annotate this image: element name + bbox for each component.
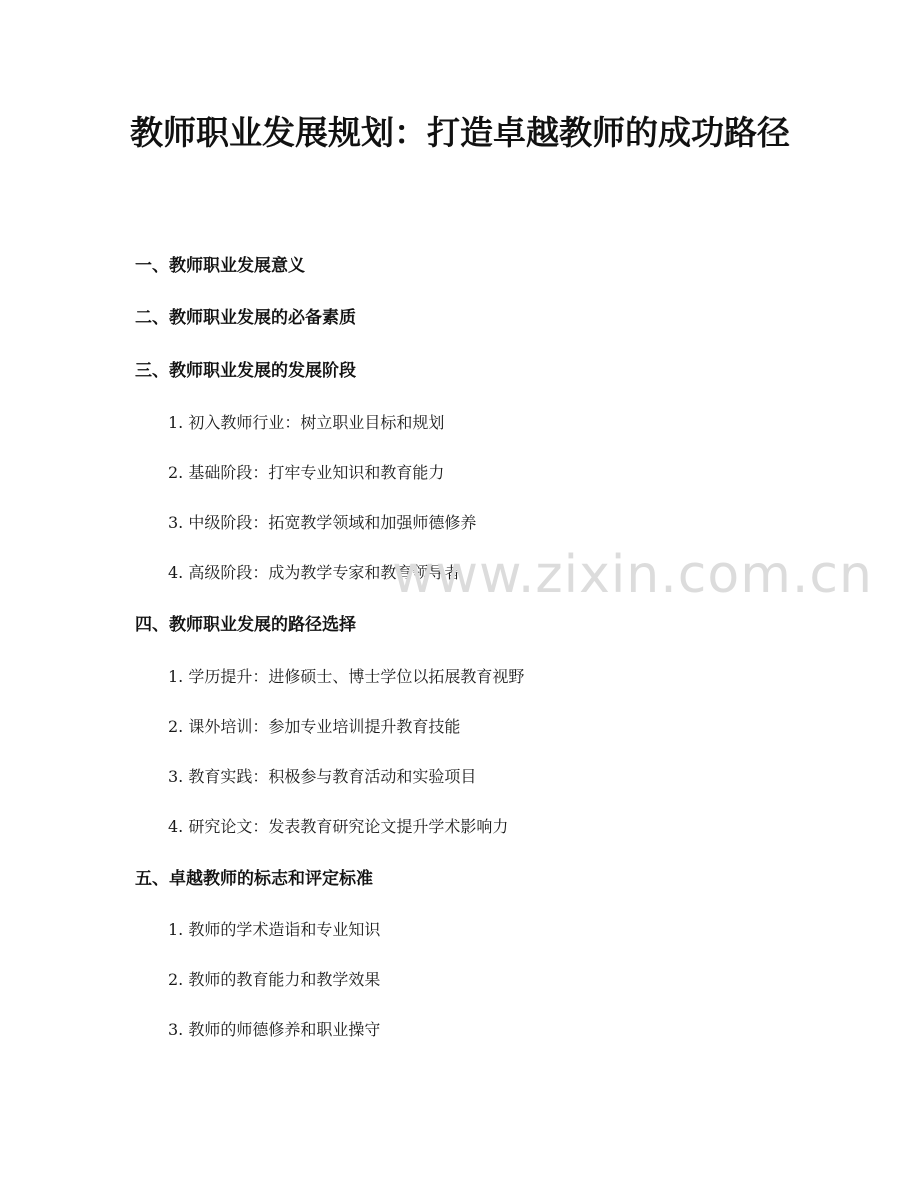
list-item: 3. 教师的师德修养和职业操守 [168, 1020, 381, 1039]
list-item: 2. 基础阶段：打牢专业知识和教育能力 [168, 463, 445, 482]
section-heading: 二、教师职业发展的必备素质 [135, 308, 356, 328]
list-item: 2. 教师的教育能力和教学效果 [168, 970, 381, 989]
list-item: 3. 中级阶段：拓宽教学领域和加强师德修养 [168, 513, 477, 532]
section-heading: 四、教师职业发展的路径选择 [135, 615, 356, 635]
list-item: 2. 课外培训：参加专业培训提升教育技能 [168, 717, 461, 736]
list-item: 4. 研究论文：发表教育研究论文提升学术影响力 [168, 817, 509, 836]
watermark: www.zixin.com.cn [392, 545, 873, 605]
list-item: 1. 初入教师行业：树立职业目标和规划 [168, 413, 445, 432]
list-item: 1. 学历提升：进修硕士、博士学位以拓展教育视野 [168, 667, 525, 686]
list-item: 3. 教育实践：积极参与教育活动和实验项目 [168, 767, 477, 786]
section-heading: 五、卓越教师的标志和评定标准 [135, 869, 373, 889]
list-item: 4. 高级阶段：成为教学专家和教育领导者 [168, 563, 461, 582]
list-item: 1. 教师的学术造诣和专业知识 [168, 920, 381, 939]
section-heading: 一、教师职业发展意义 [135, 256, 305, 276]
section-heading: 三、教师职业发展的发展阶段 [135, 361, 356, 381]
document-title: 教师职业发展规划：打造卓越教师的成功路径 [130, 113, 790, 152]
